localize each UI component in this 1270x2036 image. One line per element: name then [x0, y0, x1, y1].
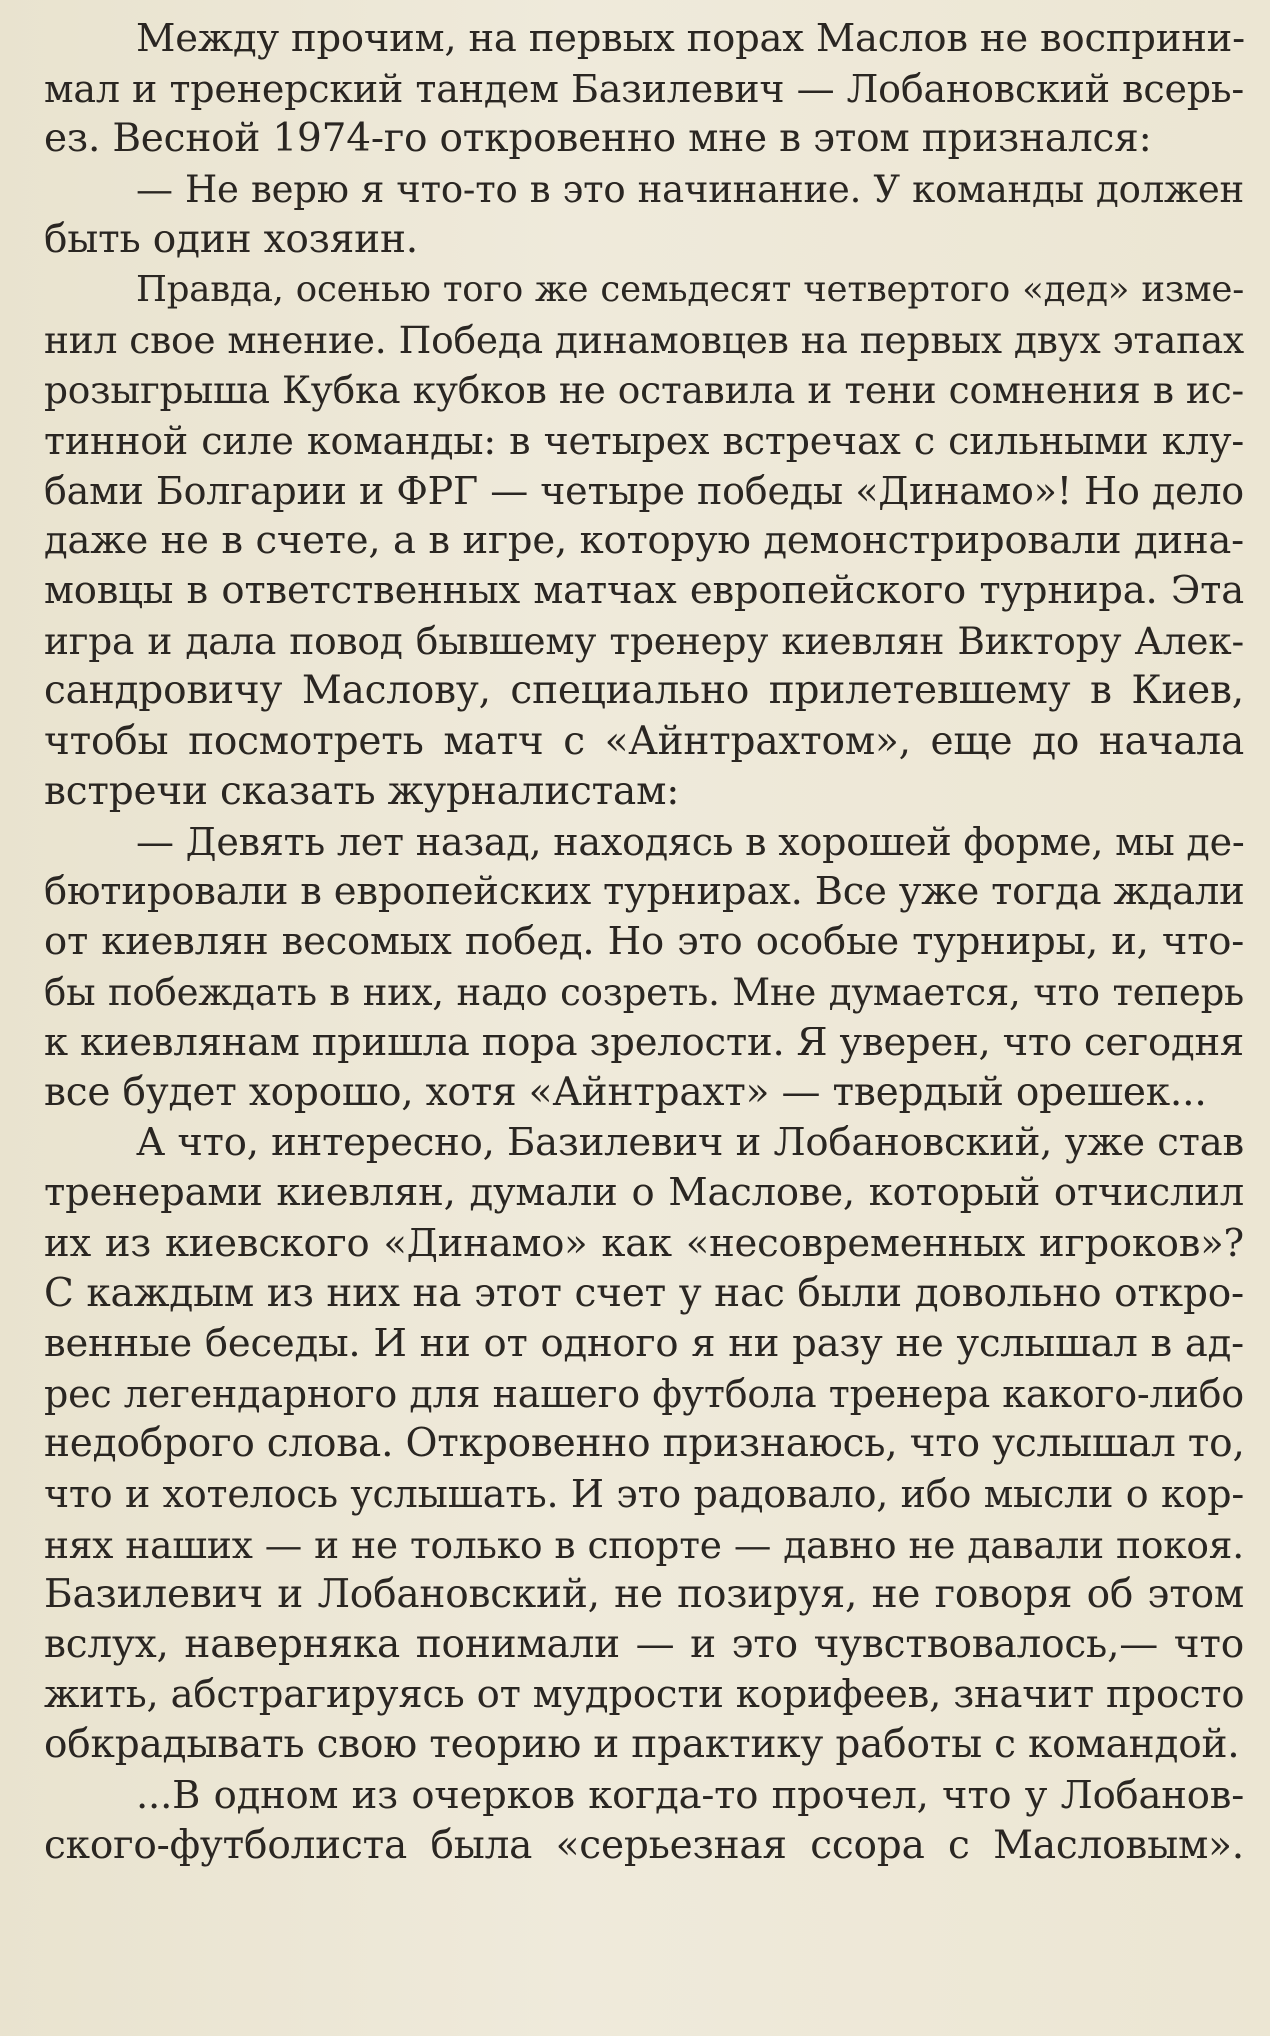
- text-line: к киевлянам пришла пора зрелости. Я уверен, что сегодня: [44, 1019, 1244, 1065]
- text-line: розыгрыша Кубка кубков не оставила и тени сомнения в ис-: [44, 368, 1244, 413]
- text-line: обкрадывать свою теорию и практику работы с командой.: [44, 1722, 1240, 1768]
- text-line: ского-футболиста была «серьезная ссора с Масловым».: [44, 1822, 1244, 1868]
- text-line: сандровичу Маслову, специально прилетевшему в Киев,: [44, 668, 1244, 714]
- text-line: — Девять лет назад, находясь в хорошей форме, мы де-: [136, 820, 1245, 864]
- text-line: нил свое мнение. Победа динамовцев на первых двух этапах: [44, 318, 1244, 363]
- text-line: бютировали в европейских турнирах. Все уже тогда ждали: [44, 869, 1245, 915]
- text-line: мовцы в ответственных матчах европейского турнира. Эта: [44, 568, 1244, 614]
- text-line: А что, интересно, Базилевич и Лобановский, уже став: [136, 1120, 1244, 1166]
- text-line: даже не в счете, а в игре, которую демонстрировали дина-: [44, 517, 1244, 563]
- text-line: — Не верю я что-то в это начинание. У команды должен: [136, 167, 1244, 211]
- text-line: все будет хорошо, хотя «Айнтрахт» — твердый орешек...: [44, 1069, 1207, 1115]
- text-line: что и хотелось услышать. И это радовало, ибо мысли о кор-: [44, 1472, 1244, 1517]
- text-line: их из киевского «Динамо» как «несовременных игроков»?: [44, 1220, 1244, 1266]
- text-line: тренерами киевлян, думали о Маслове, который отчислил: [44, 1170, 1244, 1216]
- text-line: венные беседы. И ни от одного я ни разу не услышал в ад-: [44, 1320, 1244, 1366]
- text-line: Базилевич и Лобановский, не позируя, не говоря об этом: [44, 1571, 1244, 1617]
- text-line: бы побеждать в них, надо созреть. Мне думается, что теперь: [44, 970, 1244, 1014]
- text-line: от киевлян весомых побед. Но это особые турниры, и, что-: [44, 919, 1244, 965]
- text-line: чтобы посмотреть матч с «Айнтрахтом», еще до начала: [44, 718, 1244, 764]
- body-text: [44, 14, 1244, 1871]
- text-line: недоброго слова. Откровенно признаюсь, что услышал то,: [44, 1421, 1245, 1467]
- text-line: Между прочим, на первых порах Маслов не восприни-: [136, 16, 1245, 61]
- text-line: Правда, осенью того же семьдесят четвертого «дед» изме-: [136, 268, 1244, 310]
- text-line: тинной силе команды: в четырех встречах с сильными клу-: [44, 418, 1244, 463]
- text-line: бами Болгарии и ФРГ — четыре победы «Динамо»! Но дело: [44, 468, 1244, 513]
- text-line: жить, абстрагируясь от мудрости корифеев, значит просто: [44, 1672, 1245, 1718]
- text-line: С каждым из них на этот счет у нас были довольно откро-: [44, 1270, 1244, 1316]
- text-line: ...В одном из очерков когда-то прочел, что у Лобанов-: [136, 1772, 1244, 1818]
- text-line: встречи сказать журналистам:: [44, 768, 680, 814]
- text-line: ез. Весной 1974-го откровенно мне в этом признался:: [44, 116, 1152, 162]
- text-line: игра и дала повод бывшему тренеру киевлян Виктору Алек-: [44, 619, 1244, 664]
- text-line: вслух, наверняка понимали — и это чувствовалось,— что: [44, 1622, 1244, 1667]
- text-line: рес легендарного для нашего футбола тренера какого-либо: [44, 1372, 1244, 1417]
- text-line: мал и тренерский тандем Базилевич — Лобановский всерь-: [44, 67, 1244, 112]
- text-line: быть один хозяин.: [44, 216, 418, 262]
- text-line: нях наших — и не только в спорте — давно не давали покоя.: [44, 1522, 1244, 1567]
